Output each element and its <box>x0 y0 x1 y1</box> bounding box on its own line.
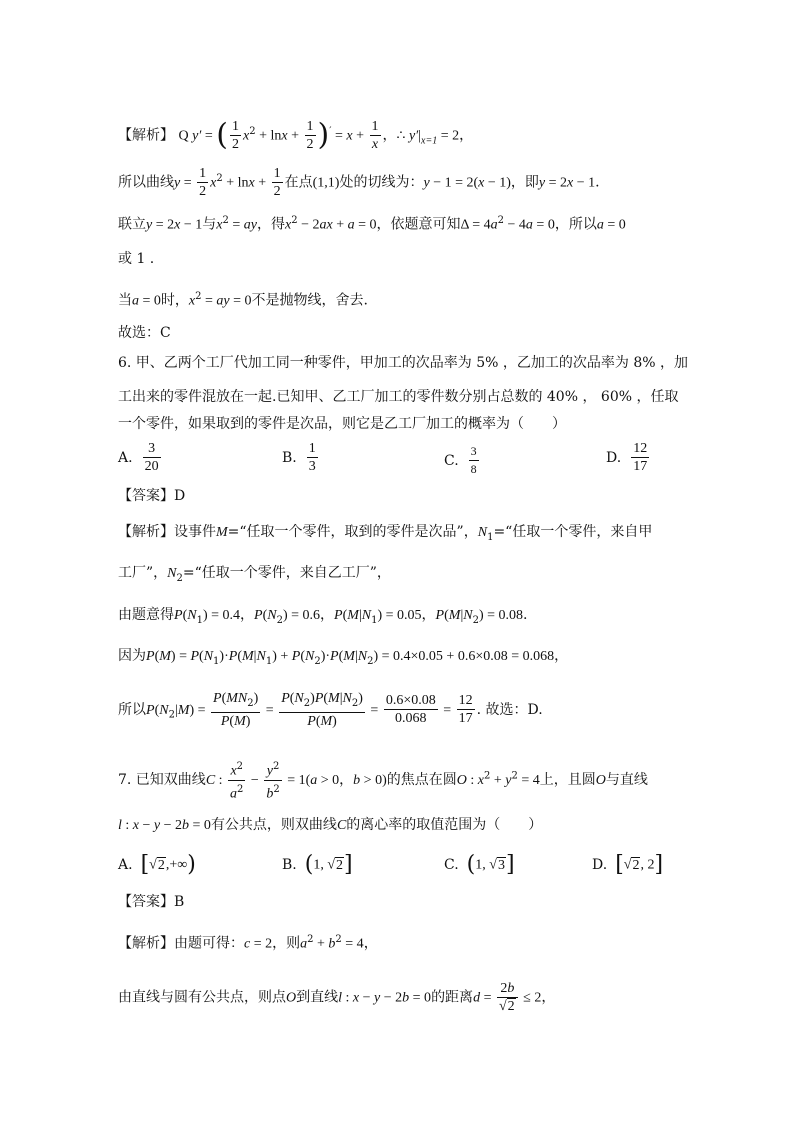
q7-option-c: C. (1, √3] <box>444 852 515 877</box>
solution-6-line-4: 因为$P(M) = P(N_1)\cdot P(M|N_1) + P(N_2)\cdot P(M|N_2) = 0.4\times 0.05 + 0.6\times 0.08 = 0.068$， <box>118 648 569 667</box>
solution-7-line-1: 【解析】由题可得：c = 2，则$a^2 + b^2 = 4$， <box>118 934 378 952</box>
q7-option-a: A. [√2,+∞) <box>118 852 196 877</box>
solution-tag: 【解析】 <box>118 127 174 144</box>
answer-6: 【答案】D <box>118 488 186 504</box>
question-7-line-1: 7. 已知双曲线C : $\frac{x^2}{a^2}$ − $\frac{y^2}{b^2}$ = 1(a > 0，b > 0)的焦点在圆O : $x^2 + y^2 = 4$上，且圆O与直线 <box>118 758 648 802</box>
q6-option-a: A. $\frac{3}{20}$ <box>118 441 159 474</box>
question-6-line-3: 一个零件，如果取到的零件是次品，则它是乙工厂加工的概率为（ ） <box>118 416 566 432</box>
solution-6-line-5: 所以$P(N_2|M)$ = $\frac{P(MN_2)}{P(M)}$ = $\frac{P(N_2)P(M|N_2)}{P(M)}$ = $\frac{0.6\times 0.08}{0.068}$ = $\frac{12}{17}$ . 故选：D. <box>118 691 543 729</box>
answer-7: 【答案】B <box>118 894 185 910</box>
solution-6-line-3: 由题意得$P(N_1) = 0.4$，$P(N_2) = 0.6$，$P(M|N_1) = 0.05$，$P(M|N_2) = 0.08$. <box>118 607 528 626</box>
question-6-line-2: 工出来的零件混放在一起.已知甲、乙工厂加工的零件数分别占总数的 40% ， 60% ，任取 <box>118 389 679 405</box>
solution-line-tangent: 所以曲线y = $\frac{1}{2}$ $x^2 + \ln x$ + $\frac{1}{2}$ 在点(1,1)处的切线为：y − 1 = 2(x − 1)，即y = 2x − 1. <box>118 166 600 199</box>
q7-option-d: D. [√2, 2] <box>592 852 664 877</box>
question-7-line-2: l : x − y − 2b = 0有公共点，则双曲线C的离心率的取值范围为（ ） <box>118 817 543 833</box>
solution-6-line-2: 工厂”，$N_2=“$任取一个零件，来自乙工厂”， <box>118 565 391 584</box>
q6-option-b: B. $\frac{1}{3}$ <box>282 441 316 474</box>
choice-line: 故选：C <box>118 325 171 341</box>
q6-option-c: C. $\frac{3}{8}$ <box>444 444 477 476</box>
solution-7-line-2: 由直线与圆有公共点，则点O到直线l : x − y − 2b = 0的距离d = $\frac{2b}{√2}$ ≤ 2， <box>118 981 556 1014</box>
question-6-line-1: 6. 甲、乙两个工厂代加工同一种零件，甲加工的次品率为 5% ，乙加工的次品率为 8% ，加 <box>118 355 689 371</box>
q6-option-d: D. $\frac{12}{17}$ <box>606 441 648 474</box>
solution-line-or: 或 1 . <box>118 251 155 267</box>
solution-line-case: 当a = 0时，$x^2$ = ay = 0不是抛物线，舍去. <box>118 291 368 309</box>
solution-6-line-1: 【解析】设事件M=“任取一个零件，取到的零件是次品”，$N_1=“$任取一个零件，来自甲 <box>118 524 653 543</box>
q7-option-b: B. (1, √2] <box>282 852 353 877</box>
solution-line-system: 联立y = 2x − 1与$x^2$ = ay，得$x^2 - 2ax + a = 0$，依题意可知$\Delta = 4a^2 - 4a = 0$，所以a = 0 <box>118 215 626 233</box>
solution-line-derivative: 【解析】 Q y′ = ( $\frac{1}{2}$ $x^2 + \ln x$ + $\frac{1}{2}$ )′ = x + $\frac{1}{x}$ ，∴ $y'|_{x=1} = 2$， <box>118 117 474 153</box>
